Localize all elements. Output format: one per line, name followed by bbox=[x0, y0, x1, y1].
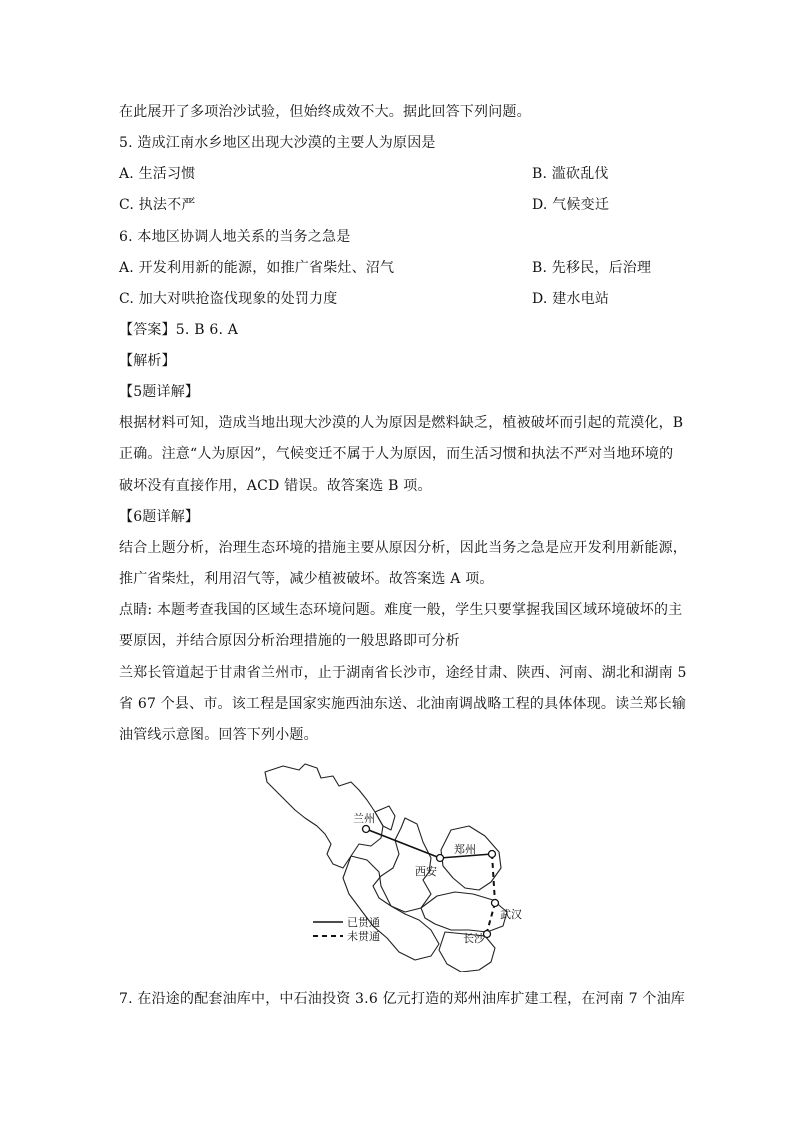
city-label-xian: 西安 bbox=[415, 866, 437, 878]
legend-solid-label: 已贯通 bbox=[347, 917, 380, 929]
pipeline-wuhan-changsha bbox=[487, 903, 495, 932]
city-label-wuhan: 武汉 bbox=[500, 909, 522, 921]
map-legend bbox=[313, 916, 380, 943]
question-5-options-row-2 bbox=[119, 195, 610, 215]
q5-detail-heading: 【5题详解】 bbox=[119, 384, 200, 400]
city-marker-xian bbox=[437, 855, 444, 862]
passage-line-2: 省 67 个县、市。该工程是国家实施西油东送、北油南调战略工程的具体体现。读兰郑长输 bbox=[119, 696, 687, 712]
province-outline-ningxia bbox=[375, 806, 395, 830]
q6-detail-heading: 【6题详解】 bbox=[119, 509, 200, 525]
legend-dashed-label: 未贯通 bbox=[347, 931, 380, 943]
question-5-options-row-1 bbox=[119, 164, 609, 184]
q6-option-c: C. 加大对哄抢盗伐现象的处罚力度 bbox=[119, 291, 338, 307]
city-marker-zhengzhou bbox=[489, 851, 496, 858]
q6-detail-line-1: 结合上题分析，治理生态环境的措施主要从原因分析，因此当务之急是应开发利用新能源， bbox=[119, 540, 687, 556]
city-label-zhengzhou: 郑州 bbox=[454, 844, 476, 856]
q5-detail-line-3: 破坏没有直接作用，ACD 错误。故答案选 B 项。 bbox=[119, 478, 432, 494]
question-6-options-row-2 bbox=[119, 289, 610, 309]
analysis-heading: 【解析】 bbox=[119, 353, 176, 369]
city-label-lanzhou: 兰州 bbox=[353, 813, 375, 825]
comment-line-1: 点睛: 本题考查我国的区域生态环境问题。难度一般，学生只要掌握我国区域环境破坏的主 bbox=[119, 602, 683, 618]
comment-line-2: 要原因，并结合原因分析治理措施的一般思路即可分析 bbox=[119, 633, 460, 649]
q5-detail-line-1: 根据材料可知，造成当地出现大沙漠的人为原因是燃料缺乏，植被破坏而引起的荒漠化，B bbox=[119, 415, 684, 431]
q6-detail-line-2: 推广省柴灶，利用沼气等，减少植被破坏。故答案选 A 项。 bbox=[119, 571, 494, 587]
question-6-options-row-1 bbox=[119, 258, 652, 278]
question-5-stem: 5. 造成江南水乡地区出现大沙漠的主要人为原因是 bbox=[119, 135, 436, 151]
city-label-changsha: 长沙 bbox=[463, 933, 485, 945]
pipeline-map bbox=[255, 760, 545, 972]
city-marker-wuhan bbox=[492, 900, 499, 907]
passage-line-1: 兰郑长管道起于甘肃省兰州市，止于湖南省长沙市，途经甘肃、陕西、河南、湖北和湖南 5 bbox=[119, 665, 687, 681]
question-7-stem: 7. 在沿途的配套油库中，中石油投资 3.6 亿元打造的郑州油库扩建工程，在河南 7 个油库 bbox=[119, 991, 685, 1007]
q6-option-d: D. 建水电站 bbox=[532, 291, 610, 307]
q5-option-d: D. 气候变迁 bbox=[532, 197, 610, 213]
q5-option-c: C. 执法不严 bbox=[119, 197, 196, 213]
pipeline-lanzhou-xian bbox=[366, 829, 440, 858]
city-marker-lanzhou bbox=[363, 826, 370, 833]
q5-detail-line-2: 正确。注意“人为原因”，气候变迁不属于人为原因，而生活习惯和执法不严对当地环境的 bbox=[119, 446, 674, 462]
province-outline-hubei bbox=[421, 892, 507, 932]
q6-option-b: B. 先移民，后治理 bbox=[532, 260, 652, 276]
q5-option-b: B. 滥砍乱伐 bbox=[532, 166, 609, 182]
q5-option-a: A. 生活习惯 bbox=[119, 166, 196, 182]
q6-option-a: A. 开发利用新的能源，如推广省柴灶、沼气 bbox=[119, 260, 395, 276]
passage-line-3: 油管线示意图。回答下列小题。 bbox=[119, 727, 318, 743]
question-6-stem: 6. 本地区协调人地关系的当务之急是 bbox=[119, 229, 351, 245]
pipeline-map-svg bbox=[255, 760, 545, 972]
answer-line: 【答案】5. B 6. A bbox=[119, 322, 239, 338]
intro-line: 在此展开了多项治沙试验，但始终成效不大。据此回答下列问题。 bbox=[119, 104, 531, 120]
